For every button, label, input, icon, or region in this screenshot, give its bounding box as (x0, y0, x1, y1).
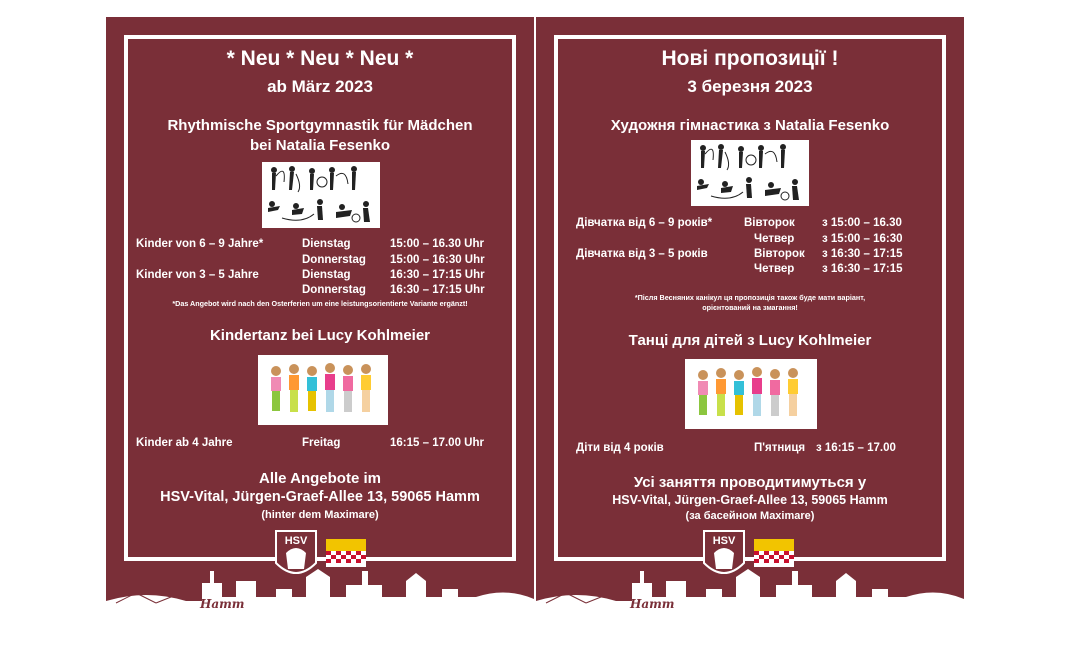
schedule-group: Дівчатка від 6 – 9 років* (576, 217, 713, 229)
schedule-group: Kinder von 6 – 9 Jahre* (136, 238, 264, 250)
dance-day: П'ятниця (754, 442, 806, 454)
schedule-time: з 15:00 – 16.30 (822, 217, 902, 229)
children-dance-photo (258, 355, 388, 425)
footnote: *Das Angebot wird nach den Osterferien um eine leistungsorientierte Variante ergänzt! (172, 299, 468, 308)
gymnastics-title: Художня гімнастика з Natalia Fesenko (610, 117, 890, 134)
location-hint: (hinter dem Maximare) (261, 509, 379, 521)
footnote-line2: орієнтований на змагання! (702, 303, 798, 312)
flyer-german (106, 17, 534, 621)
gymnastics-silhouettes-image (262, 162, 380, 228)
gymnastics-silhouettes-image (691, 140, 809, 206)
children-dance-photo (685, 359, 817, 429)
schedule-group: Дівчатка від 3 – 5 років (576, 248, 708, 260)
footnote-line1: *Після Весняних канікул ця пропозиція також буде мати варіант, (634, 293, 866, 302)
hsv-logo-text: HSV (284, 535, 308, 547)
city-name: Hamm (630, 597, 675, 611)
schedule-day: Dienstag (302, 238, 351, 250)
dance-title: Kindertanz bei Lucy Kohlmeier (209, 327, 431, 344)
city-skyline (536, 541, 964, 621)
city-name: Hamm (200, 597, 245, 611)
dance-group: Діти від 4 років (576, 442, 664, 454)
location-address: HSV-Vital, Jürgen-Graef-Allee 13, 59065 Hamm (612, 493, 888, 507)
headline: * Neu * Neu * Neu * (226, 47, 414, 70)
schedule-group: Kinder von 3 – 5 Jahre (136, 269, 259, 281)
schedule-time: 16:30 – 17:15 Uhr (390, 269, 485, 281)
location-heading: Усі заняття проводитимуться у (633, 474, 867, 491)
schedule-day: Donnerstag (302, 254, 366, 266)
schedule-time: з 16:30 – 17:15 (822, 248, 903, 260)
schedule-day: Четвер (754, 263, 795, 275)
schedule-day: Вівторок (744, 217, 795, 229)
dance-group: Kinder ab 4 Jahre (136, 437, 233, 449)
schedule-time: 15:00 – 16.30 Uhr (390, 238, 484, 250)
start-date: ab März 2023 (267, 77, 373, 96)
gymnastics-title-line2: bei Natalia Fesenko (249, 137, 391, 154)
dance-title: Танці для дітей з Lucy Kohlmeier (628, 332, 872, 349)
location-address: HSV-Vital, Jürgen-Graef-Allee 13, 59065 Hamm (160, 489, 480, 505)
schedule-time: з 16:30 – 17:15 (822, 263, 903, 275)
schedule-day: Donnerstag (302, 284, 366, 296)
schedule-time: 15:00 – 16:30 Uhr (390, 254, 485, 266)
dance-time: з 16:15 – 17.00 (816, 442, 896, 454)
flyer-ukrainian (536, 17, 964, 621)
location-heading: Alle Angebote im (259, 470, 381, 487)
schedule-time: 16:30 – 17:15 Uhr (390, 284, 485, 296)
schedule-day: Вівторок (754, 248, 805, 260)
gymnastics-title-line1: Rhythmische Sportgymnastik für Mädchen (167, 117, 473, 134)
schedule-day: Четвер (754, 233, 795, 245)
location-hint: (за басейном Maximare) (685, 510, 815, 522)
dance-day: Freitag (302, 437, 341, 449)
schedule-day: Dienstag (302, 269, 351, 281)
dance-time: 16:15 – 17.00 Uhr (390, 437, 484, 449)
hsv-logo-text: HSV (712, 535, 736, 547)
schedule-time: з 15:00 – 16:30 (822, 233, 903, 245)
start-date: 3 березня 2023 (687, 77, 813, 96)
headline: Нові пропозиції ! (661, 47, 839, 70)
city-skyline (106, 541, 534, 621)
